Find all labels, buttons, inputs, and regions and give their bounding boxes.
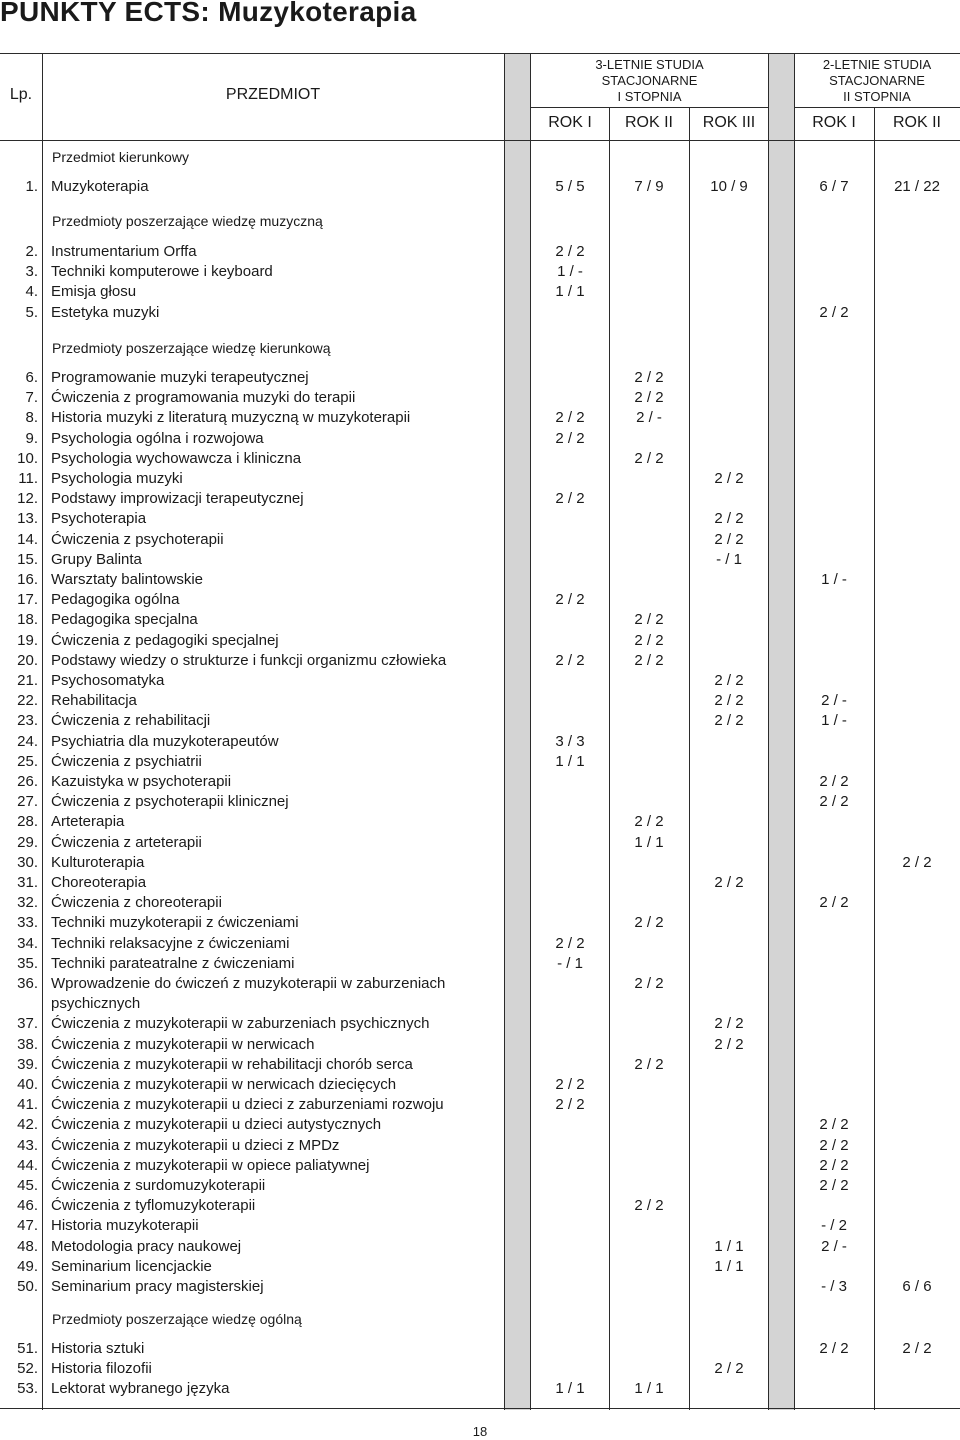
- row-number: 49.: [17, 1257, 38, 1275]
- row-number: 38.: [17, 1035, 38, 1053]
- ects-value: 2 / -: [636, 409, 662, 427]
- subject-name: Ćwiczenia z muzykoterapii w opiece paliatywnej: [51, 1156, 370, 1174]
- ects-value: 2 / 2: [555, 651, 585, 669]
- ects-value: 2 / 2: [714, 510, 744, 528]
- header-bottom-border: [0, 140, 960, 141]
- row-number: 14.: [17, 530, 38, 548]
- row-number: 24.: [17, 732, 38, 750]
- header-year: ROK II: [624, 114, 673, 131]
- row-number: 21.: [17, 672, 38, 689]
- subject-name: Techniki parateatralne z ćwiczeniami: [51, 954, 295, 972]
- ects-value: 2 / 2: [555, 1076, 585, 1093]
- ects-value: 1 / 1: [634, 1380, 664, 1398]
- ects-value: 2 / 2: [634, 975, 664, 992]
- ects-value: 1 / 1: [714, 1257, 744, 1275]
- row-number: 6.: [25, 369, 38, 386]
- row-number: 16.: [17, 571, 38, 588]
- ects-value: 2 / 2: [819, 773, 849, 790]
- ects-value: 2 / -: [821, 1237, 847, 1255]
- subject-name: Ćwiczenia z muzykoterapii u dzieci z zaburzeniami rozwoju: [51, 1096, 444, 1114]
- group1-underline: [530, 107, 769, 108]
- page-number: 18: [472, 1424, 488, 1439]
- ects-value: 7 / 9: [634, 178, 664, 195]
- subject-name: Ćwiczenia z muzykoterapii u dzieci z MPDz: [51, 1136, 340, 1154]
- subject-name: Metodologia pracy naukowej: [51, 1237, 242, 1255]
- row-number: 20.: [17, 651, 38, 669]
- row-number: 10.: [17, 449, 38, 467]
- ects-value: 2 / 2: [714, 1015, 744, 1033]
- ects-value: 2 / 2: [634, 449, 664, 467]
- header-group-2: 2-LETNIE STUDIA STACJONARNE II STOPNIA: [822, 57, 932, 104]
- row-number: 23.: [17, 712, 38, 730]
- ects-value: 2 / 2: [714, 530, 744, 548]
- row-number: 47.: [17, 1217, 38, 1235]
- section-title: Przedmioty poszerzające wiedzę ogólną: [52, 1311, 302, 1327]
- subject-name: Lektorat wybranego języka: [51, 1380, 230, 1398]
- table-top-border: [0, 53, 960, 54]
- ects-value: 2 / 2: [634, 813, 664, 831]
- ects-value: 2 / 2: [634, 1197, 664, 1215]
- ects-value: 2 / 2: [634, 1055, 664, 1073]
- ects-value: - / 2: [821, 1217, 847, 1235]
- ects-value: 2 / 2: [714, 874, 744, 891]
- subject-name: Seminarium pracy magisterskiej: [51, 1278, 264, 1295]
- row-number: 13.: [17, 510, 38, 528]
- ects-value: 1 / -: [821, 571, 847, 588]
- header-year: ROK I: [812, 114, 856, 131]
- row-number: 40.: [17, 1076, 38, 1093]
- row-number: 3.: [25, 263, 38, 281]
- row-number: 11.: [18, 470, 38, 487]
- table-bottom-border: [0, 1408, 960, 1409]
- column-line: [504, 53, 505, 1410]
- subject-name: Ćwiczenia z tyflomuzykoterapii: [51, 1197, 256, 1215]
- row-number: 18.: [17, 611, 38, 629]
- ects-value: - / 3: [821, 1278, 847, 1295]
- column-line: [794, 53, 795, 1410]
- ects-value: 2 / 2: [555, 591, 585, 609]
- ects-value: 2 / 2: [634, 631, 664, 649]
- subject-name: Ćwiczenia z pedagogiki specjalnej: [51, 631, 279, 649]
- row-number: 52.: [17, 1360, 38, 1378]
- subject-name: Ćwiczenia z muzykoterapii w zaburzeniach psychicznych: [51, 1015, 430, 1033]
- subject-name: Pedagogika ogólna: [51, 591, 180, 609]
- subject-name: psychicznych: [51, 995, 141, 1013]
- subject-name: Ćwiczenia z muzykoterapii w nerwicach: [51, 1035, 315, 1053]
- subject-name: Ćwiczenia z arteterapii: [51, 833, 202, 851]
- row-number: 35.: [17, 954, 38, 972]
- subject-name: Psychologia ogólna i rozwojowa: [51, 429, 264, 447]
- row-number: 1.: [25, 178, 38, 195]
- row-number: 39.: [17, 1055, 38, 1073]
- row-number: 46.: [17, 1197, 38, 1215]
- ects-value: 2 / 2: [819, 793, 849, 811]
- ects-value: 1 / 1: [714, 1237, 744, 1255]
- subject-name: Ćwiczenia z choreoterapii: [51, 894, 222, 912]
- subject-name: Podstawy improwizacji terapeutycznej: [51, 490, 304, 508]
- ects-value: 2 / 2: [819, 1340, 849, 1357]
- ects-value: 2 / 2: [714, 1360, 744, 1378]
- subject-name: Instrumentarium Orffa: [51, 243, 197, 260]
- ects-value: 2 / 2: [819, 894, 849, 912]
- subject-name: Historia muzykoterapii: [51, 1217, 199, 1235]
- subject-name: Emisja głosu: [51, 283, 137, 301]
- row-number: 28.: [17, 813, 38, 831]
- ects-value: 1 / 1: [555, 1380, 585, 1398]
- header-year: ROK III: [702, 114, 756, 131]
- subject-name: Muzykoterapia: [51, 178, 149, 195]
- column-separator: [504, 53, 530, 1410]
- column-line: [42, 53, 43, 1410]
- ects-value: 2 / 2: [555, 1096, 585, 1114]
- row-number: 7.: [25, 389, 38, 407]
- ects-value: 2 / 2: [819, 1177, 849, 1194]
- column-separator: [768, 53, 794, 1410]
- column-line: [768, 53, 769, 1410]
- row-number: 34.: [17, 934, 38, 952]
- subject-name: Psychosomatyka: [51, 672, 165, 689]
- ects-value: 2 / 2: [634, 611, 664, 629]
- subject-name: Grupy Balinta: [51, 550, 142, 568]
- ects-value: 2 / 2: [714, 1035, 744, 1053]
- ects-value: 1 / 1: [634, 833, 664, 851]
- ects-value: 2 / 2: [902, 853, 932, 871]
- ects-value: 3 / 3: [555, 732, 585, 750]
- ects-value: 6 / 6: [902, 1278, 932, 1295]
- subject-name: Programowanie muzyki terapeutycznej: [51, 369, 309, 386]
- row-number: 53.: [17, 1380, 38, 1398]
- ects-value: 5 / 5: [555, 178, 585, 195]
- row-number: 51.: [17, 1340, 38, 1357]
- ects-value: 2 / 2: [714, 470, 744, 487]
- subject-name: Ćwiczenia z psychiatrii: [51, 752, 202, 770]
- row-number: 27.: [17, 793, 38, 811]
- row-number: 48.: [17, 1237, 38, 1255]
- row-number: 26.: [17, 773, 38, 790]
- row-number: 25.: [17, 752, 38, 770]
- row-number: 36.: [17, 975, 38, 992]
- ects-value: 2 / 2: [634, 369, 664, 386]
- subject-name: Psychologia muzyki: [51, 470, 183, 487]
- subject-name: Kazuistyka w psychoterapii: [51, 773, 232, 790]
- ects-value: 2 / 2: [634, 389, 664, 407]
- subject-name: Historia muzyki z literaturą muzyczną w muzykoterapii: [51, 409, 411, 427]
- row-number: 2.: [25, 243, 38, 260]
- subject-name: Ćwiczenia z rehabilitacji: [51, 712, 211, 730]
- subject-name: Techniki muzykoterapii z ćwiczeniami: [51, 914, 299, 932]
- subject-name: Arteterapia: [51, 813, 125, 831]
- subject-name: Wprowadzenie do ćwiczeń z muzykoterapii w zaburzeniach: [51, 975, 446, 992]
- subject-name: Warsztaty balintowskie: [51, 571, 203, 588]
- header-year: ROK I: [548, 114, 592, 131]
- row-number: 22.: [17, 692, 38, 710]
- row-number: 32.: [17, 894, 38, 912]
- row-number: 12.: [17, 490, 38, 508]
- ects-value: 2 / 2: [714, 692, 744, 710]
- ects-value: 2 / 2: [714, 712, 744, 730]
- subject-name: Psychiatria dla muzykoterapeutów: [51, 732, 279, 750]
- ects-value: 2 / 2: [555, 934, 585, 952]
- row-number: 5.: [25, 303, 38, 321]
- ects-value: 2 / 2: [555, 243, 585, 260]
- ects-value: 2 / 2: [634, 651, 664, 669]
- column-line: [689, 107, 690, 1410]
- subject-name: Estetyka muzyki: [51, 303, 160, 321]
- section-title: Przedmiot kierunkowy: [52, 149, 189, 165]
- subject-name: Choreoterapia: [51, 874, 147, 891]
- ects-value: 1 / 1: [555, 283, 585, 301]
- ects-value: 2 / -: [821, 692, 847, 710]
- subject-name: Rehabilitacja: [51, 692, 137, 710]
- row-number: 30.: [17, 853, 38, 871]
- row-number: 33.: [17, 914, 38, 932]
- row-number: 4.: [25, 283, 38, 301]
- row-number: 43.: [17, 1136, 38, 1154]
- ects-value: 1 / -: [557, 263, 583, 281]
- row-number: 8.: [25, 409, 38, 427]
- ects-value: 2 / 2: [634, 914, 664, 932]
- page-title: PUNKTY ECTS: Muzykoterapia: [0, 0, 417, 27]
- section-title: Przedmioty poszerzające wiedzę kierunkową: [52, 340, 331, 356]
- row-number: 17.: [17, 591, 38, 609]
- row-number: 45.: [17, 1177, 38, 1194]
- subject-name: Historia sztuki: [51, 1340, 145, 1357]
- row-number: 50.: [17, 1278, 38, 1295]
- ects-value: 2 / 2: [819, 1156, 849, 1174]
- ects-value: 2 / 2: [555, 490, 585, 508]
- ects-value: 1 / 1: [555, 752, 585, 770]
- ects-value: 2 / 2: [819, 303, 849, 321]
- ects-value: 21 / 22: [894, 178, 940, 195]
- group2-underline: [794, 107, 960, 108]
- row-number: 41.: [17, 1096, 38, 1114]
- subject-name: Seminarium licencjackie: [51, 1257, 212, 1275]
- subject-name: Ćwiczenia z surdomuzykoterapii: [51, 1177, 266, 1194]
- subject-name: Psychoterapia: [51, 510, 147, 528]
- ects-value: 2 / 2: [819, 1116, 849, 1134]
- row-number: 42.: [17, 1116, 38, 1134]
- header-group-1: 3-LETNIE STUDIA STACJONARNE I STOPNIA: [595, 57, 704, 104]
- row-number: 44.: [17, 1156, 38, 1174]
- ects-value: 2 / 2: [714, 672, 744, 689]
- ects-value: 2 / 2: [902, 1340, 932, 1357]
- ects-value: 2 / 2: [555, 429, 585, 447]
- subject-name: Techniki relaksacyjne z ćwiczeniami: [51, 934, 290, 952]
- row-number: 19.: [17, 631, 38, 649]
- ects-value: - / 1: [557, 954, 583, 972]
- subject-name: Ćwiczenia z psychoterapii: [51, 530, 224, 548]
- row-number: 37.: [17, 1015, 38, 1033]
- row-number: 15.: [17, 550, 38, 568]
- column-line: [874, 107, 875, 1410]
- ects-value: - / 1: [716, 550, 742, 568]
- section-title: Przedmioty poszerzające wiedzę muzyczną: [52, 213, 323, 229]
- row-number: 31.: [17, 874, 38, 891]
- subject-name: Ćwiczenia z programowania muzyki do terapii: [51, 389, 356, 407]
- ects-value: 2 / 2: [819, 1136, 849, 1154]
- subject-name: Ćwiczenia z muzykoterapii w rehabilitacji chorób serca: [51, 1055, 413, 1073]
- subject-name: Ćwiczenia z muzykoterapii u dzieci autystycznych: [51, 1116, 382, 1134]
- subject-name: Ćwiczenia z psychoterapii klinicznej: [51, 793, 289, 811]
- subject-name: Ćwiczenia z muzykoterapii w nerwicach dziecięcych: [51, 1076, 397, 1093]
- header-year: ROK II: [892, 114, 941, 131]
- subject-name: Kulturoterapia: [51, 853, 145, 871]
- row-number: 29.: [17, 833, 38, 851]
- header-lp: Lp.: [9, 86, 33, 103]
- row-number: 9.: [25, 429, 38, 447]
- ects-value: 1 / -: [821, 712, 847, 730]
- header-subject: PRZEDMIOT: [225, 86, 321, 103]
- subject-name: Techniki komputerowe i keyboard: [51, 263, 273, 281]
- ects-value: 2 / 2: [555, 409, 585, 427]
- subject-name: Historia filozofii: [51, 1360, 152, 1378]
- ects-value: 6 / 7: [819, 178, 849, 195]
- subject-name: Psychologia wychowawcza i kliniczna: [51, 449, 302, 467]
- ects-value: 10 / 9: [710, 178, 748, 195]
- subject-name: Pedagogika specjalna: [51, 611, 198, 629]
- subject-name: Podstawy wiedzy o strukturze i funkcji organizmu człowieka: [51, 651, 447, 669]
